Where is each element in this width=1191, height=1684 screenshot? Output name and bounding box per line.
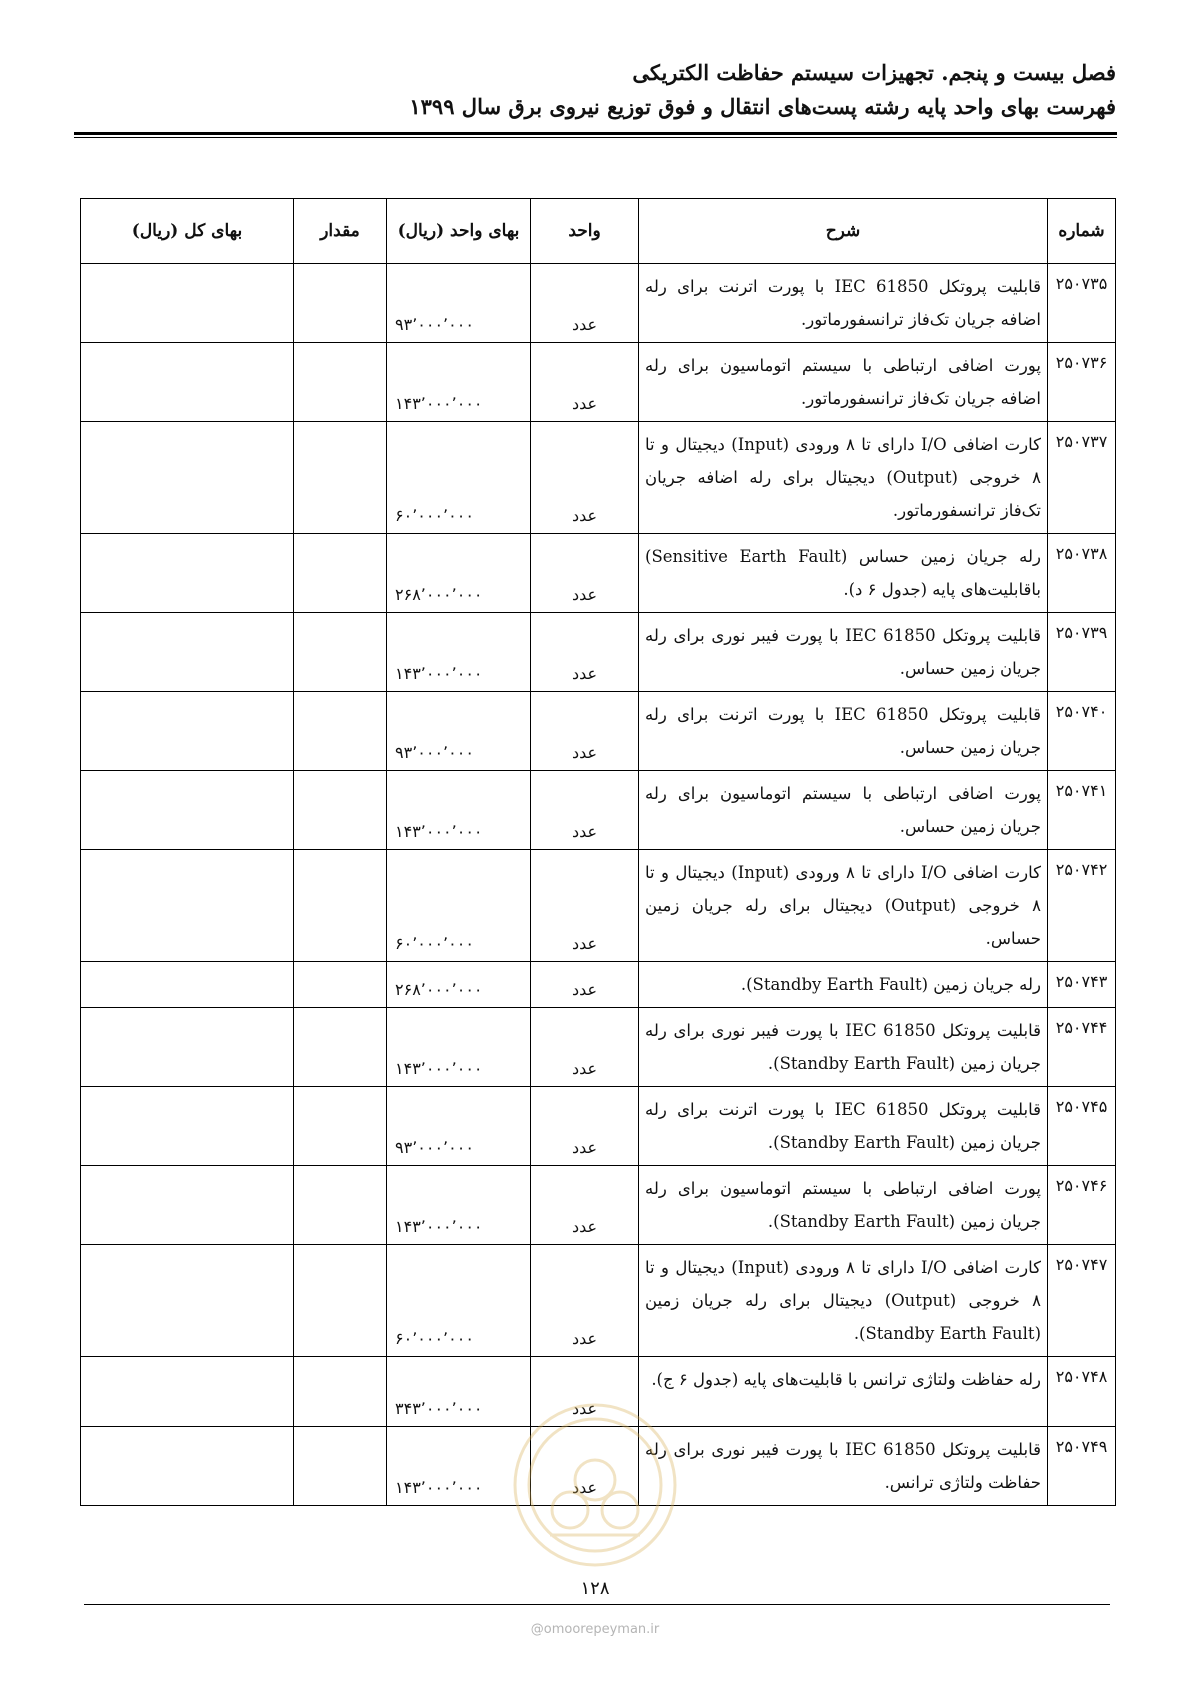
row-total-price: [81, 850, 294, 962]
table-row: [81, 1357, 1116, 1427]
row-quantity: [294, 850, 387, 962]
table-row: [81, 534, 1116, 613]
row-quantity: [294, 962, 387, 1008]
row-unit-price: ۹۳٬۰۰۰٬۰۰۰: [387, 264, 531, 343]
row-quantity: [294, 1357, 387, 1427]
row-total-price: [81, 613, 294, 692]
row-number: ۲۵۰۷۳۷: [1048, 422, 1116, 534]
price-table: [80, 198, 1116, 1506]
row-number: ۲۵۰۷۴۷: [1048, 1245, 1116, 1357]
row-description: کارت اضافی I/O دارای تا ۸ ورودی (Input) دیجیتال و تا ۸ خروجی (Output) دیجیتال برای رله جریان زمین حساس.: [639, 850, 1048, 962]
row-description: قابلیت پروتکل IEC 61850 با پورت فیبر نوری برای رله حفاظت ولتاژی ترانس.: [639, 1427, 1048, 1506]
table-row: [81, 771, 1116, 850]
row-total-price: [81, 692, 294, 771]
column-header-unit: واحد: [531, 199, 639, 264]
table-row: [81, 264, 1116, 343]
row-number: ۲۵۰۷۴۵: [1048, 1087, 1116, 1166]
row-quantity: [294, 1166, 387, 1245]
row-quantity: [294, 534, 387, 613]
row-unit-price: ۲۶۸٬۰۰۰٬۰۰۰: [387, 962, 531, 1008]
row-quantity: [294, 771, 387, 850]
chapter-title: فصل بیست و پنجم. تجهیزات سیستم حفاظت الکتریکی: [632, 60, 1116, 85]
table-row: [81, 1245, 1116, 1357]
price-table-container: [80, 198, 1115, 1506]
row-unit: عدد: [531, 1427, 639, 1506]
row-unit-price: ۶۰٬۰۰۰٬۰۰۰: [387, 850, 531, 962]
row-unit: عدد: [531, 1166, 639, 1245]
header-divider: [74, 132, 1117, 138]
row-description: کارت اضافی I/O دارای تا ۸ ورودی (Input) دیجیتال و تا ۸ خروجی (Output) دیجیتال برای رله جریان زمین (Standby Earth Fault).: [639, 1245, 1048, 1357]
row-unit: عدد: [531, 692, 639, 771]
row-description: رله جریان زمین حساس (Sensitive Earth Fault) باقابلیت‌های پایه (جدول ۶ د).: [639, 534, 1048, 613]
row-quantity: [294, 422, 387, 534]
row-total-price: [81, 264, 294, 343]
row-quantity: [294, 1427, 387, 1506]
row-description: قابلیت پروتکل IEC 61850 با پورت اترنت برای رله جریان زمین (Standby Earth Fault).: [639, 1087, 1048, 1166]
row-number: ۲۵۰۷۴۹: [1048, 1427, 1116, 1506]
row-total-price: [81, 1008, 294, 1087]
row-description: قابلیت پروتکل IEC 61850 با پورت اترنت برای رله جریان زمین حساس.: [639, 692, 1048, 771]
row-unit-price: ۲۶۸٬۰۰۰٬۰۰۰: [387, 534, 531, 613]
row-unit-price: ۱۴۳٬۰۰۰٬۰۰۰: [387, 771, 531, 850]
row-unit: عدد: [531, 422, 639, 534]
row-description: قابلیت پروتکل IEC 61850 با پورت فیبر نوری برای رله جریان زمین حساس.: [639, 613, 1048, 692]
row-unit: عدد: [531, 613, 639, 692]
row-unit: عدد: [531, 534, 639, 613]
row-number: ۲۵۰۷۳۵: [1048, 264, 1116, 343]
table-body: [81, 264, 1116, 1506]
row-unit: عدد: [531, 1008, 639, 1087]
row-number: ۲۵۰۷۴۶: [1048, 1166, 1116, 1245]
row-description: قابلیت پروتکل IEC 61850 با پورت فیبر نوری برای رله جریان زمین (Standby Earth Fault).: [639, 1008, 1048, 1087]
row-unit-price: ۶۰٬۰۰۰٬۰۰۰: [387, 422, 531, 534]
row-unit-price: ۹۳٬۰۰۰٬۰۰۰: [387, 1087, 531, 1166]
document-subtitle: فهرست بهای واحد پایه رشته پست‌های انتقال و فوق توزیع نیروی برق سال ۱۳۹۹: [409, 94, 1116, 119]
row-unit-price: ۱۴۳٬۰۰۰٬۰۰۰: [387, 343, 531, 422]
row-unit-price: ۱۴۳٬۰۰۰٬۰۰۰: [387, 1166, 531, 1245]
table-row: [81, 962, 1116, 1008]
row-unit: عدد: [531, 962, 639, 1008]
table-header-row: [81, 199, 1116, 264]
page-number: ۱۲۸: [580, 1578, 610, 1599]
row-total-price: [81, 962, 294, 1008]
row-unit-price: ۱۴۳٬۰۰۰٬۰۰۰: [387, 1427, 531, 1506]
row-total-price: [81, 1427, 294, 1506]
table-row: [81, 1087, 1116, 1166]
table-row: [81, 1427, 1116, 1506]
row-quantity: [294, 692, 387, 771]
row-unit-price: ۳۴۳٬۰۰۰٬۰۰۰: [387, 1357, 531, 1427]
table-row: [81, 343, 1116, 422]
table-row: [81, 613, 1116, 692]
row-unit: عدد: [531, 343, 639, 422]
row-number: ۲۵۰۷۴۳: [1048, 962, 1116, 1008]
row-quantity: [294, 1008, 387, 1087]
table-row: [81, 850, 1116, 962]
column-header-number: شماره: [1048, 199, 1116, 264]
row-total-price: [81, 422, 294, 534]
row-quantity: [294, 264, 387, 343]
row-quantity: [294, 1245, 387, 1357]
row-quantity: [294, 1087, 387, 1166]
row-number: ۲۵۰۷۳۸: [1048, 534, 1116, 613]
row-number: ۲۵۰۷۴۲: [1048, 850, 1116, 962]
table-row: [81, 422, 1116, 534]
row-quantity: [294, 613, 387, 692]
row-unit-price: ۶۰٬۰۰۰٬۰۰۰: [387, 1245, 531, 1357]
row-description: رله جریان زمین (Standby Earth Fault).: [639, 962, 1048, 1008]
row-description: پورت اضافی ارتباطی با سیستم اتوماسیون برای رله اضافه جریان تک‌فاز ترانسفورماتور.: [639, 343, 1048, 422]
row-unit-price: ۱۴۳٬۰۰۰٬۰۰۰: [387, 1008, 531, 1087]
row-description: قابلیت پروتکل IEC 61850 با پورت اترنت برای رله اضافه جریان تک‌فاز ترانسفورماتور.: [639, 264, 1048, 343]
table-row: [81, 1008, 1116, 1087]
row-description: پورت اضافی ارتباطی با سیستم اتوماسیون برای رله جریان زمین حساس.: [639, 771, 1048, 850]
row-number: ۲۵۰۷۴۸: [1048, 1357, 1116, 1427]
row-number: ۲۵۰۷۳۹: [1048, 613, 1116, 692]
row-number: ۲۵۰۷۴۴: [1048, 1008, 1116, 1087]
row-unit: عدد: [531, 850, 639, 962]
row-description: رله حفاظت ولتاژی ترانس با قابلیت‌های پایه (جدول ۶ ج).: [639, 1357, 1048, 1427]
row-total-price: [81, 771, 294, 850]
row-total-price: [81, 534, 294, 613]
row-description: پورت اضافی ارتباطی با سیستم اتوماسیون برای رله جریان زمین (Standby Earth Fault).: [639, 1166, 1048, 1245]
table-row: [81, 692, 1116, 771]
row-unit-price: ۱۴۳٬۰۰۰٬۰۰۰: [387, 613, 531, 692]
column-header-unit-price: بهای واحد (ریال): [387, 199, 531, 264]
row-total-price: [81, 1166, 294, 1245]
row-number: ۲۵۰۷۴۰: [1048, 692, 1116, 771]
row-unit: عدد: [531, 771, 639, 850]
page-header: [74, 58, 1116, 122]
column-header-quantity: مقدار: [294, 199, 387, 264]
row-unit: عدد: [531, 264, 639, 343]
row-total-price: [81, 1245, 294, 1357]
column-header-description: شرح: [639, 199, 1048, 264]
row-number: ۲۵۰۷۳۶: [1048, 343, 1116, 422]
row-unit-price: ۹۳٬۰۰۰٬۰۰۰: [387, 692, 531, 771]
row-unit: عدد: [531, 1357, 639, 1427]
row-unit: عدد: [531, 1087, 639, 1166]
row-total-price: [81, 343, 294, 422]
row-total-price: [81, 1357, 294, 1427]
footer-divider: [84, 1604, 1110, 1605]
column-header-total-price: بهای کل (ریال): [81, 199, 294, 264]
website-watermark: @omoorepeyman.ir: [530, 1622, 660, 1637]
table-row: [81, 1166, 1116, 1245]
row-number: ۲۵۰۷۴۱: [1048, 771, 1116, 850]
row-total-price: [81, 1087, 294, 1166]
row-quantity: [294, 343, 387, 422]
row-unit: عدد: [531, 1245, 639, 1357]
row-description: کارت اضافی I/O دارای تا ۸ ورودی (Input) دیجیتال و تا ۸ خروجی (Output) دیجیتال برای رله اضافه جریان تک‌فاز ترانسفورماتور.: [639, 422, 1048, 534]
